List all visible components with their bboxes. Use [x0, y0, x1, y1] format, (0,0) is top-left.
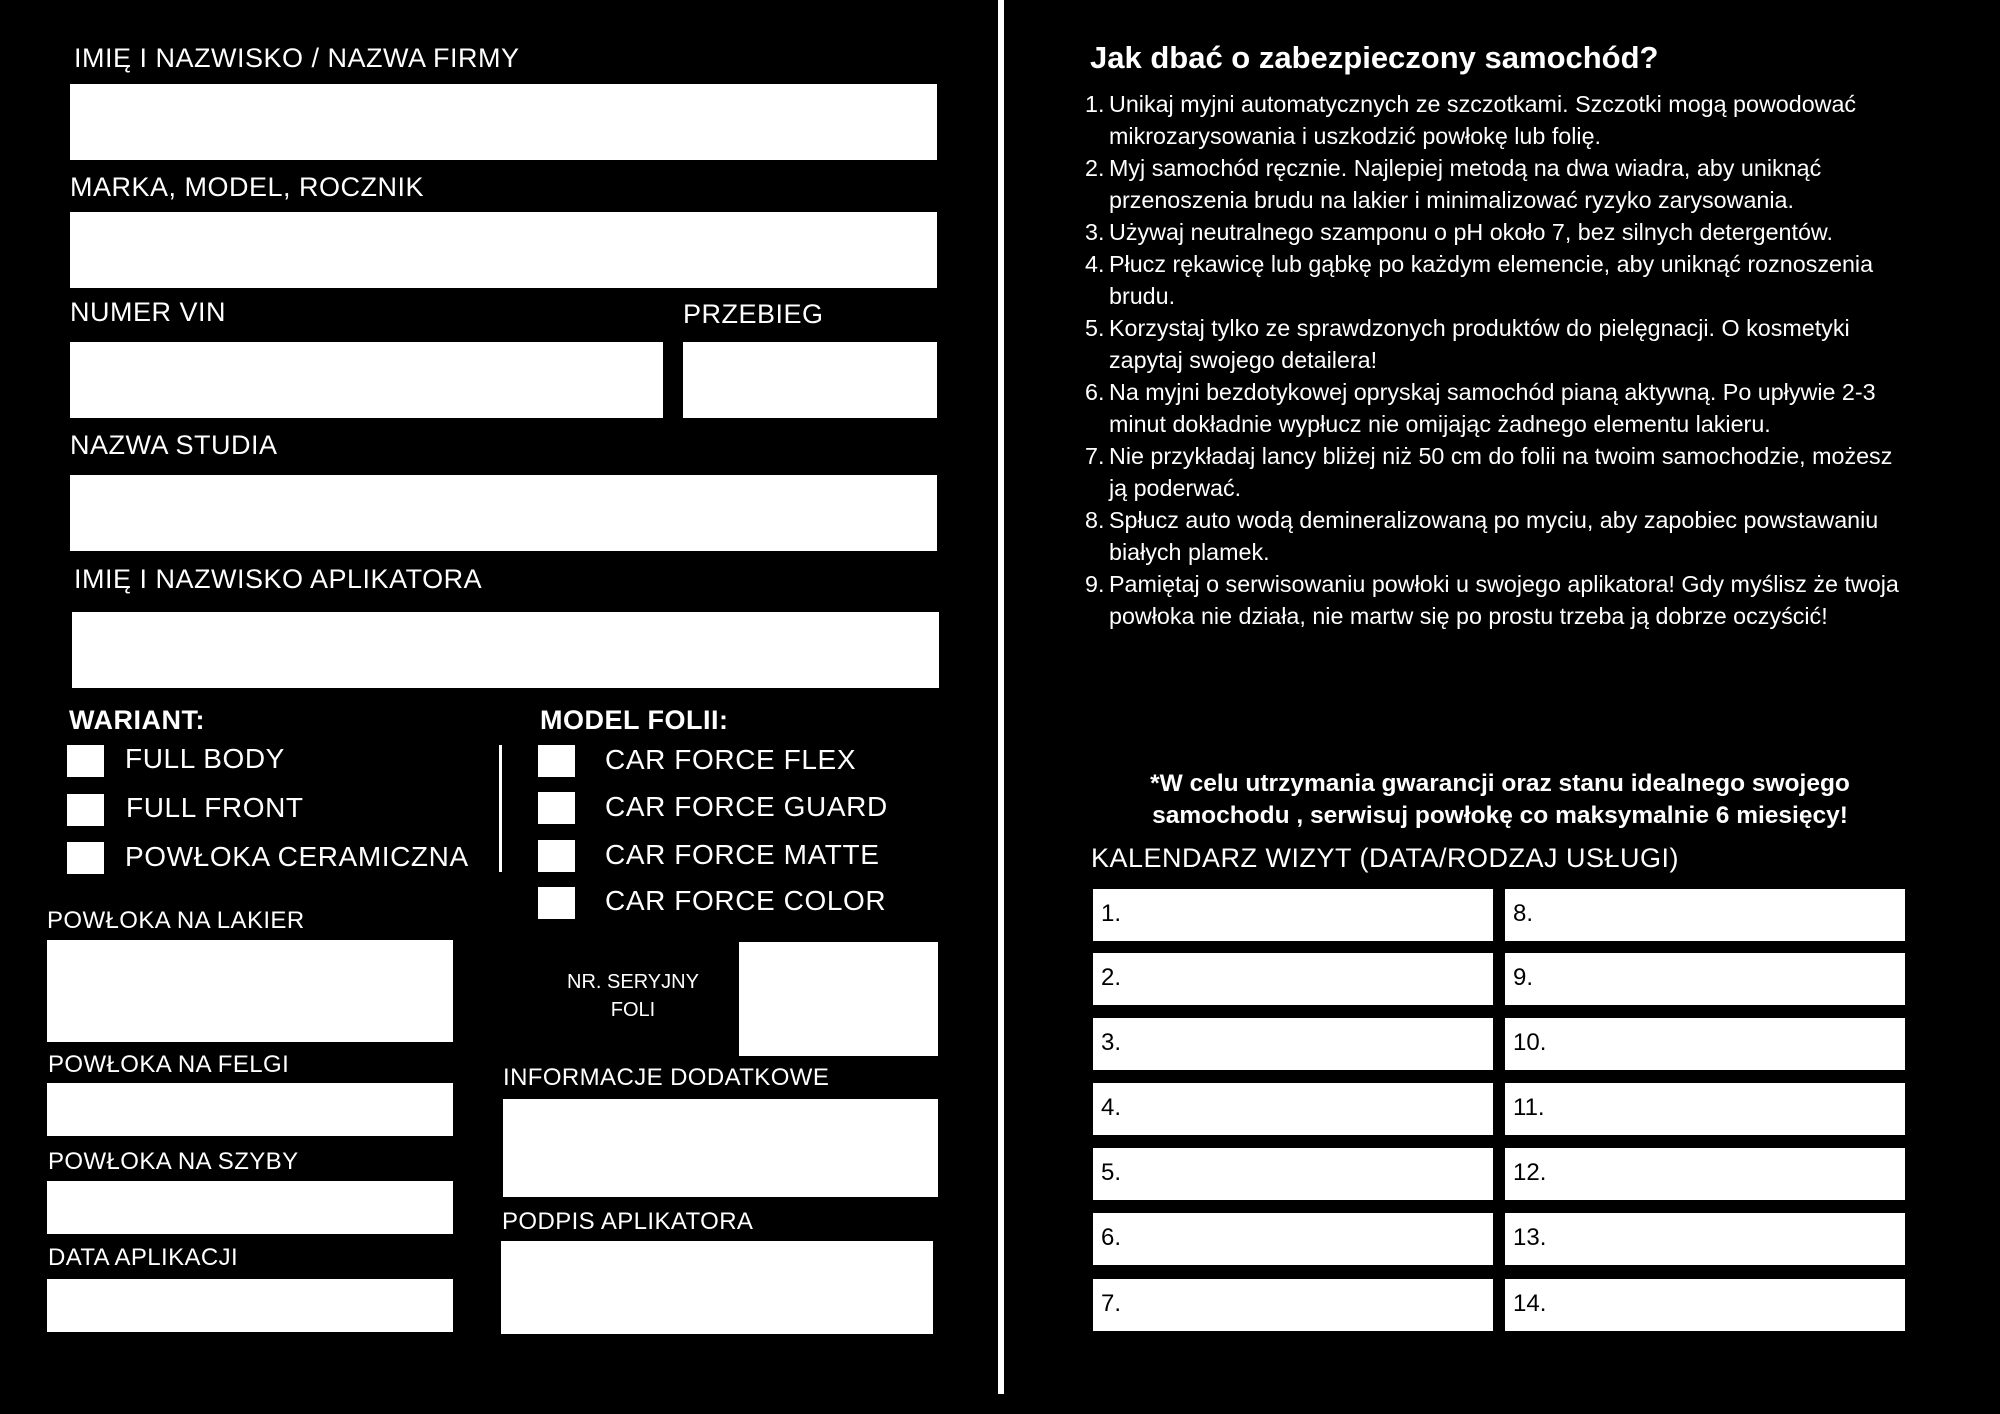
extra-info-field[interactable] — [503, 1099, 938, 1197]
care-tip: 5. Korzystaj tylko ze sprawdzonych produktów do pielęgnacji. O kosmetyki zapytaj swojego detailera! — [1085, 315, 1850, 373]
film-checkbox-flex[interactable] — [538, 745, 575, 777]
calendar-title: KALENDARZ WIZYT (DATA/RODZAJ USŁUGI) — [1091, 843, 1680, 873]
visit-slot[interactable]: 9. — [1505, 953, 1905, 1005]
film-checkbox-color[interactable] — [538, 887, 575, 919]
applicator-field[interactable] — [72, 612, 939, 688]
film-option-flex: CAR FORCE FLEX — [605, 744, 857, 775]
variant-option-full-front: FULL FRONT — [126, 792, 304, 823]
care-tip: 7. Nie przykładaj lancy bliżej niż 50 cm do folii na twoim samochodzie, możesz ją poderwać. — [1085, 443, 1893, 501]
care-tip: 6. Na myjni bezdotykowej opryskaj samochód pianą aktywną. Po upływie 2-3 minut dokładnie wypłucz nie omijając żadnego elementu lakieru. — [1085, 379, 1876, 437]
warranty-note-line1: *W celu utrzymania gwarancji oraz stanu idealnego swojego — [1150, 770, 1850, 797]
car-field[interactable] — [70, 212, 937, 288]
paint-coating-field[interactable] — [47, 940, 453, 1042]
mileage-label: PRZEBIEG — [683, 299, 824, 329]
variant-title: WARIANT: — [69, 705, 205, 735]
care-tip: 9. Pamiętaj o serwisowaniu powłoki u swojego aplikatora! Gdy myślisz że twoja powłoka nie działa, nie martw się po prostu trzeba ją dobrze oczyścić! — [1085, 571, 1899, 629]
extra-info-label: INFORMACJE DODATKOWE — [503, 1064, 830, 1091]
serial-field[interactable] — [739, 942, 938, 1056]
name-label: IMIĘ I NAZWISKO / NAZWA FIRMY — [74, 43, 520, 73]
visit-slot[interactable]: 2. — [1093, 953, 1493, 1005]
serial-label — [548, 968, 718, 1024]
care-tip: 8. Spłucz auto wodą demineralizowaną po myciu, aby zapobiec powstawaniu białych plamek. — [1085, 507, 1879, 565]
variant-checkbox-full-body[interactable] — [67, 745, 104, 777]
visit-slot[interactable]: 12. — [1505, 1148, 1905, 1200]
care-tip: 3. Używaj neutralnego szamponu o pH około 7, bez silnych detergentów. — [1085, 219, 1833, 245]
care-tip: 2. Myj samochód ręcznie. Najlepiej metodą na dwa wiadra, aby uniknąć przenoszenia brudu na lakier i minimalizować ryzyko zarysowania. — [1085, 155, 1822, 213]
name-field[interactable] — [70, 84, 937, 160]
care-tip: 1. Unikaj myjni automatycznych ze szczotkami. Szczotki mogą powodować mikrozarysowania i uszkodzić powłokę lub folię. — [1085, 91, 1857, 149]
warranty-note-line2: samochodu , serwisuj powłokę co maksymalnie 6 miesięcy! — [1152, 802, 1848, 829]
glass-coating-field[interactable] — [47, 1181, 453, 1234]
visit-slot[interactable]: 13. — [1505, 1213, 1905, 1265]
visit-slot[interactable]: 14. — [1505, 1279, 1905, 1331]
applicator-label: IMIĘ I NAZWISKO APLIKATORA — [74, 564, 483, 594]
visit-slot[interactable]: 5. — [1093, 1148, 1493, 1200]
visit-slot[interactable]: 3. — [1093, 1018, 1493, 1070]
film-checkbox-matte[interactable] — [538, 840, 575, 872]
mileage-field[interactable] — [683, 342, 937, 418]
film-option-guard: CAR FORCE GUARD — [605, 791, 888, 822]
visit-slot[interactable]: 10. — [1505, 1018, 1905, 1070]
visit-slot[interactable]: 8. — [1505, 889, 1905, 941]
vin-label: NUMER VIN — [70, 297, 227, 327]
variant-divider — [499, 745, 502, 872]
serial-label-line2: FOLI — [610, 999, 656, 1021]
signature-label: PODPIS APLIKATORA — [502, 1208, 754, 1235]
rims-coating-label: POWŁOKA NA FELGI — [48, 1051, 290, 1078]
date-label: DATA APLIKACJI — [48, 1244, 239, 1271]
visit-slot[interactable]: 1. — [1093, 889, 1493, 941]
car-label: MARKA, MODEL, ROCZNIK — [70, 172, 425, 202]
paint-coating-label: POWŁOKA NA LAKIER — [47, 907, 305, 934]
visit-slot[interactable]: 11. — [1505, 1083, 1905, 1135]
care-tips-list — [1085, 88, 1915, 632]
glass-coating-label: POWŁOKA NA SZYBY — [48, 1148, 299, 1175]
date-field[interactable] — [47, 1279, 453, 1332]
rims-coating-field[interactable] — [47, 1083, 453, 1136]
variant-checkbox-full-front[interactable] — [67, 794, 104, 826]
studio-label: NAZWA STUDIA — [70, 430, 278, 460]
film-checkbox-guard[interactable] — [538, 792, 575, 824]
film-option-color: CAR FORCE COLOR — [605, 885, 887, 916]
page-divider — [998, 0, 1004, 1394]
vin-field[interactable] — [70, 342, 663, 418]
care-tip: 4. Płucz rękawicę lub gąbkę po każdym elemencie, aby uniknąć roznoszenia brudu. — [1085, 251, 1874, 309]
visit-slot[interactable]: 7. — [1093, 1279, 1493, 1331]
variant-checkbox-ceramic[interactable] — [67, 842, 104, 874]
serial-label-line1: NR. SERYJNY — [567, 971, 699, 993]
visit-slot[interactable]: 4. — [1093, 1083, 1493, 1135]
warranty-note — [1085, 768, 1915, 832]
studio-field[interactable] — [70, 475, 937, 551]
care-title: Jak dbać o zabezpieczony samochód? — [1090, 40, 1659, 75]
film-title: MODEL FOLII: — [540, 705, 729, 735]
signature-field[interactable] — [501, 1241, 933, 1334]
variant-option-ceramic: POWŁOKA CERAMICZNA — [125, 841, 469, 872]
film-option-matte: CAR FORCE MATTE — [605, 839, 880, 870]
visit-slot[interactable]: 6. — [1093, 1213, 1493, 1265]
variant-option-full-body: FULL BODY — [125, 743, 285, 774]
